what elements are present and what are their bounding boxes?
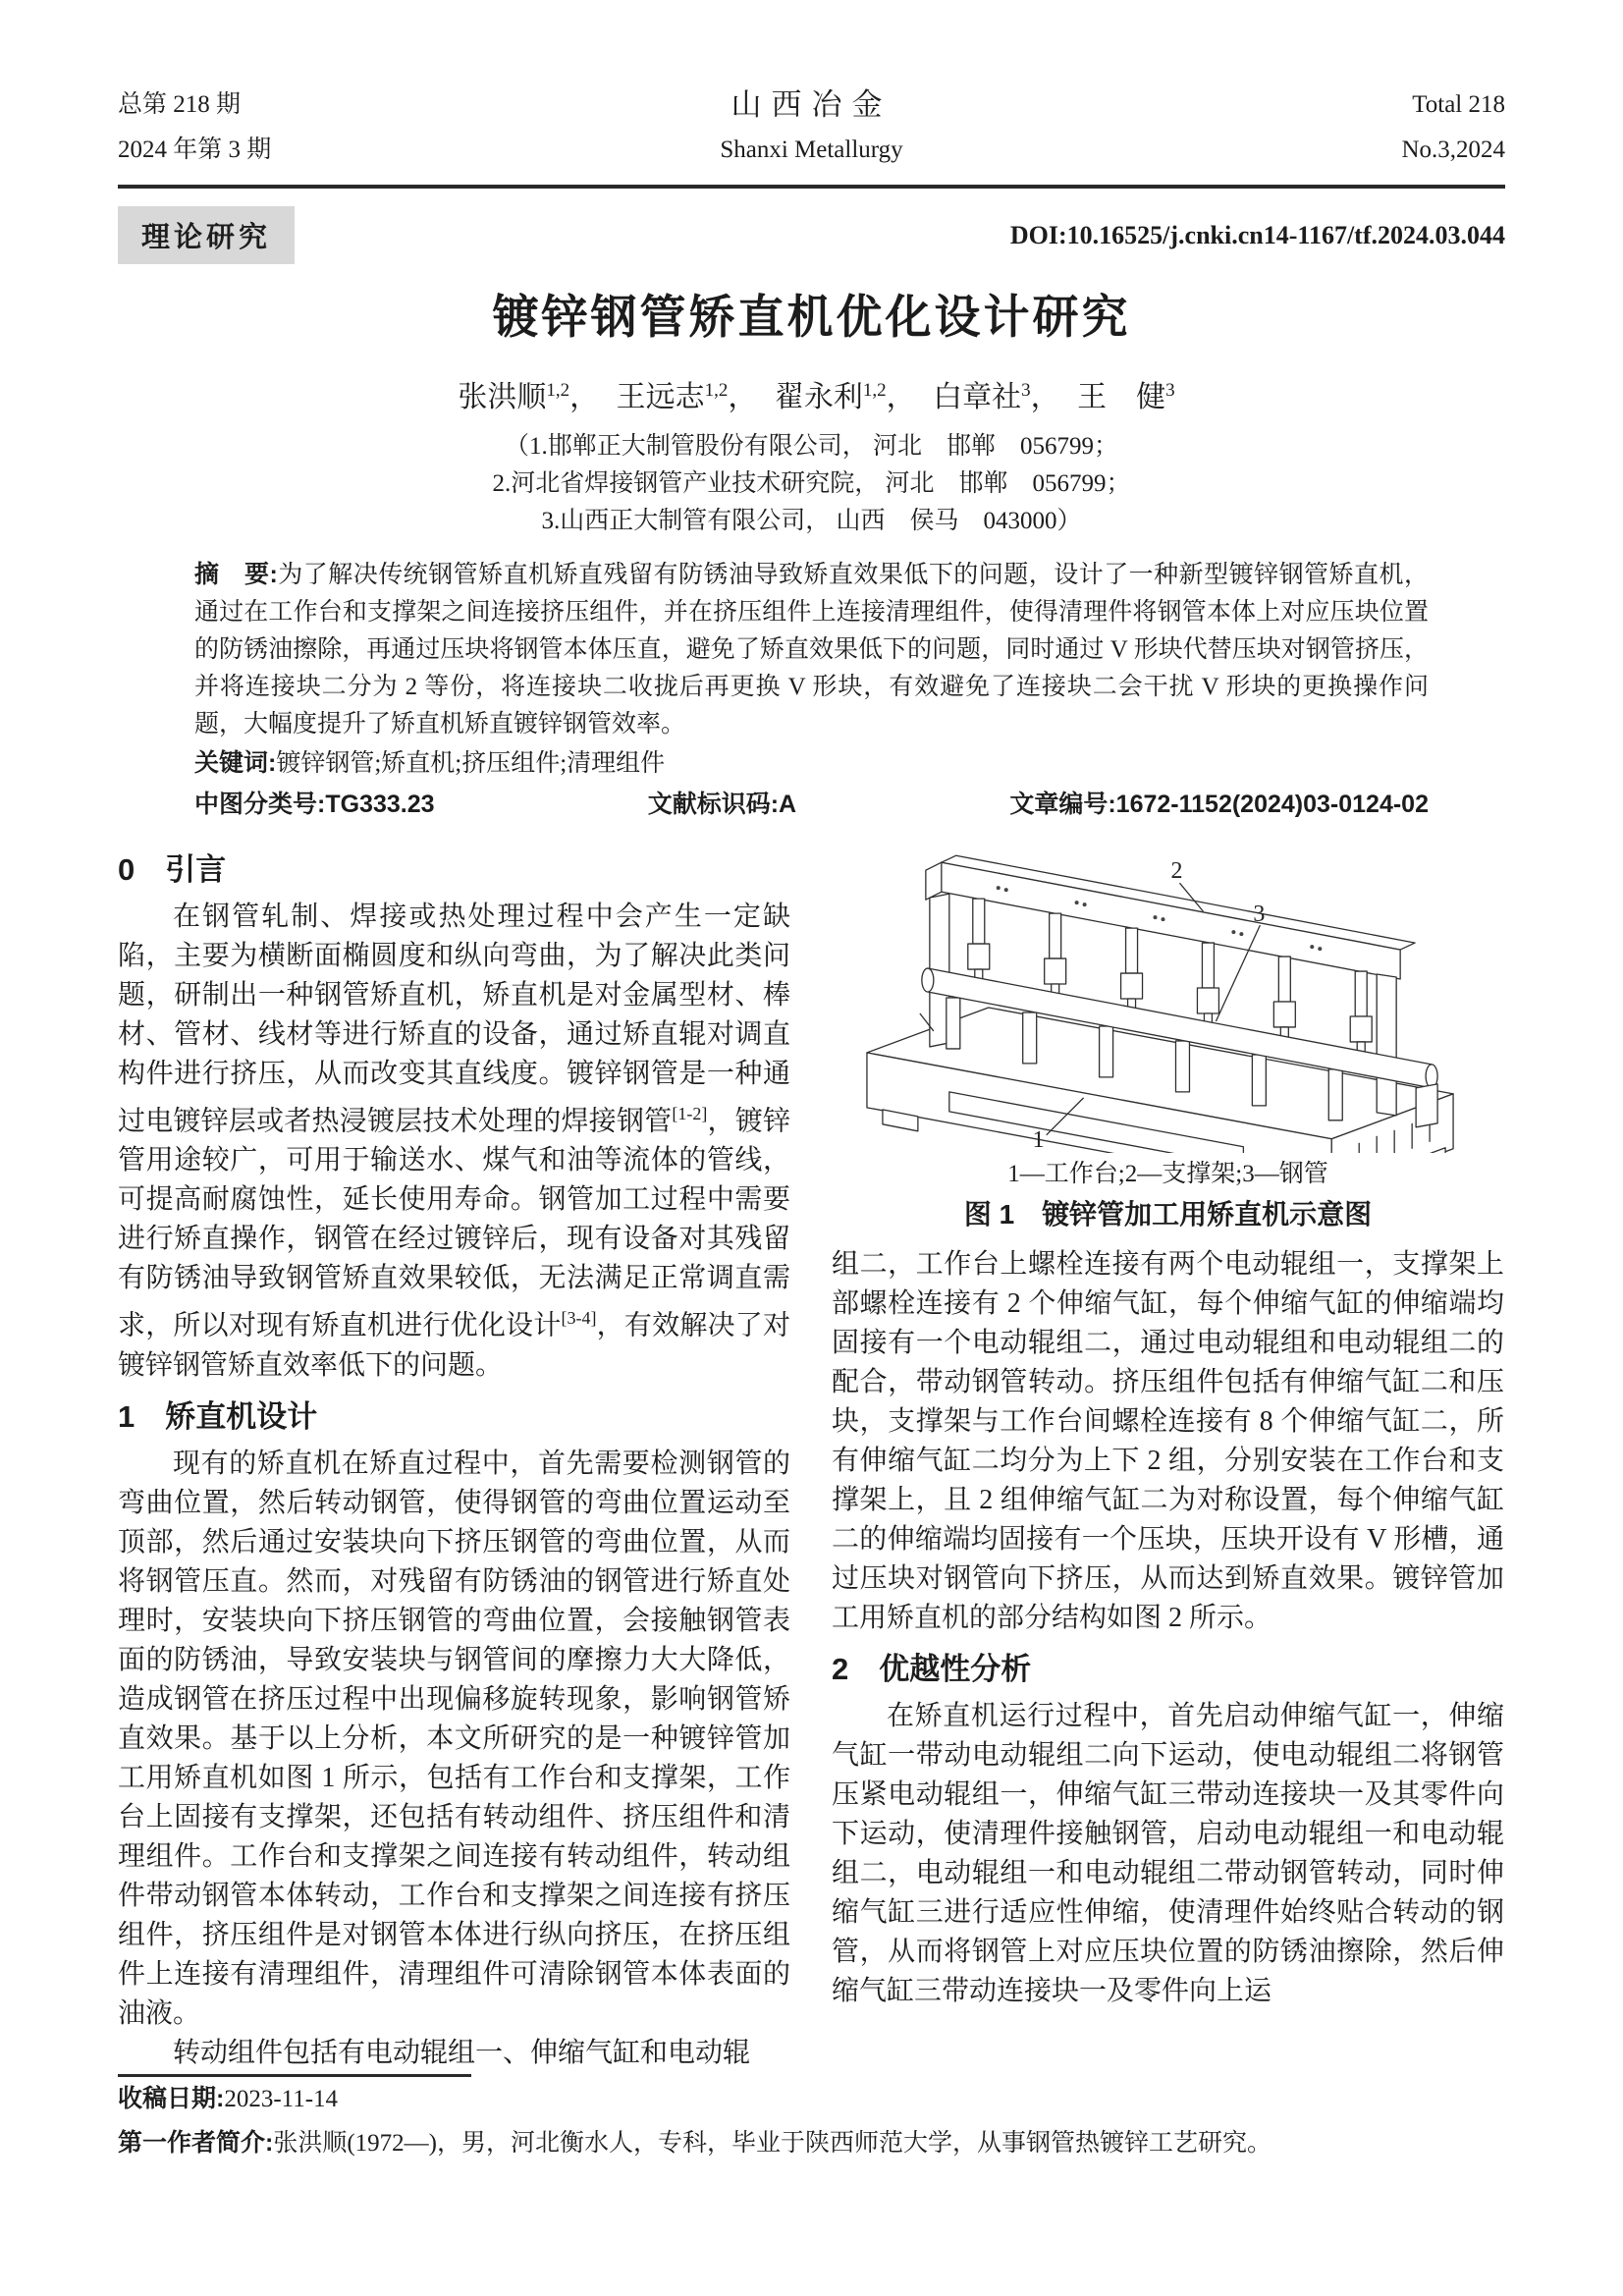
received-date: 收稿日期:2023-11-14 [118, 2085, 339, 2112]
section-0-heading: 0 引言 [118, 852, 227, 887]
right-column [832, 847, 1504, 2011]
section-1-continuation: 组二，工作台上螺栓连接有两个电动辊组一，支撑架上部螺栓连接有 2 个伸缩气缸，每个伸缩气缸的伸缩端均固接有一个电动辊组二，通过电动辊组和电动辊组二的配合，带动钢管转动。挤压组件包括有伸缩气缸二和压块，支撑架与工作台间螺栓连接有 8 个伸缩气缸二，所有伸缩气缸二均分为上下 2 组，分别安装在工作台和支撑架上，且 2 组伸缩气缸二为对称设置，每个伸缩气缸二的伸缩端均固接有一个压块，压块开设有 V 形槽，通过压块对钢管向下挤压，从而达到矫直效果。镀锌管加工用矫直机的部分结构如图 2 所示。 [832, 1249, 1504, 1633]
issue-total-en: Total 218 [1412, 91, 1505, 118]
abstract [194, 556, 1429, 743]
author: 白章社$^3$， [933, 380, 1060, 413]
author: 王远志$^{1,2}$， [616, 380, 758, 413]
affiliation-line: 2.河北省焊接钢管产业技术研究院， 河北 邯郸 056799； [492, 470, 1131, 497]
figure-label-2: 2 [1170, 858, 1183, 885]
paper-title: 镀锌钢管矫直机优化设计研究 [492, 291, 1131, 343]
journal-name-en: Shanxi Metallurgy [720, 137, 903, 163]
affiliations [118, 428, 1505, 540]
abstract-text: 为了解决传统钢管矫直机矫直残留有防锈油导致矫直效果低下的问题，设计了一种新型镀锌钢管矫直机，通过在工作台和支撑架之间连接挤压组件，并在挤压组件上连接清理组件，使得清理件将钢管本体上对应压块位置的防锈油擦除，再通过压块将钢管本体压直，避免了矫直效果低下的问题，同时通过 V 形块代替压块对钢管挤压，并将连接块二分为 2 等份，将连接块二收拢后再更换 V 形块，有效避免了连接块二会干扰 V 形块的更换操作问题，大幅度提升了矫直机矫直镀锌钢管效率。 [194, 562, 1429, 738]
left-column [118, 847, 790, 2073]
intro-paragraph: 在钢管轧制、焊接或热处理过程中会产生一定缺陷，主要为横断面椭圆度和纵向弯曲，为了解决此类问题，研制出一种钢管矫直机，矫直机是对金属型材、棒材、管材、线材等进行矫直的设备，通过矫直辊对调直构件进行挤压，从而改变其直线度。镀锌钢管是一种通过电镀锌层或者热浸镀层技术处理的焊接钢管[1-2]，镀锌管用途较广，可用于输送水、煤气和油等流体的管线，可提高耐腐蚀性，延长使用寿命。钢管加工过程中需要进行矫直操作，钢管在经过镀锌后，现有设备对其残留有防锈油导致钢管矫直效果较低，无法满足正常调直需求，所以对现有矫直机进行优化设计[3-4]，有效解决了对镀锌钢管矫直效率低下的问题。 [118, 902, 790, 1381]
section-1-paragraph: 现有的矫直机在矫直过程中，首先需要检测钢管的弯曲位置，然后转动钢管，使得钢管的弯曲位置运动至顶部，然后通过安装块向下挤压钢管的弯曲位置，从而将钢管压直。然而，对残留有防锈油的钢管进行矫直处理时，安装块向下挤压钢管的弯曲位置，会接触钢管表面的防锈油，导致安装块与钢管间的摩擦力大大降低，造成钢管在挤压过程中出现偏移旋转现象，影响钢管矫直效果。基于以上分析，本文所研究的是一种镀锌管加工用矫直机如图 1 所示，包括有工作台和支撑架，工作台上固接有支撑架，还包括有转动组件、挤压组件和清理组件。工作台和支撑架之间连接有转动组件，转动组件带动钢管本体转动，工作台和支撑架之间连接有挤压组件，挤压组件是对钢管本体进行纵向挤压，在挤压组件上连接有清理组件，清理组件可清除钢管本体表面的油液。 [118, 1448, 790, 2029]
journal-name [373, 82, 1250, 173]
straightener-machine-drawing [832, 848, 1504, 1153]
citation-ref: [1-2] [672, 1104, 708, 1123]
author: 翟永利$^{1,2}$， [774, 380, 916, 413]
document-code: 文献标识码:A [647, 791, 797, 818]
footnote-block [118, 2074, 1505, 2165]
section-1-paragraph-2: 转动组件包括有电动辊组一、伸缩气缸和电动辊 [173, 2037, 751, 2068]
section-2-paragraph: 在矫直机运行过程中，首先启动伸缩气缸一，伸缩气缸一带动电动辊组二向下运动，使电动辊组二将钢管压紧电动辊组一，伸缩气缸三带动连接块一及其零件向下运动，使清理件接触钢管，启动电动辊组一和电动辊组二，电动辊组一和电动辊组二带动钢管转动，同时伸缩气缸三进行适应性伸缩，使清理件始终贴合转动的钢管，从而将钢管上对应压块位置的防锈油擦除，然后伸缩气缸三带动连接块一及零件向上运 [832, 1701, 1504, 2006]
author: 王 健$^3$ [1077, 380, 1175, 413]
first-author-bio: 第一作者简介:张洪顺(1972—)，男，河北衡水人，专科，毕业于陕西师范大学，从事钢管热镀锌工艺研究。 [118, 2129, 1271, 2157]
figure-parts-legend: 1—工作台;2—支撑架;3—钢管 [1007, 1161, 1328, 1187]
keywords-text: 镀锌钢管;矫直机;挤压组件;清理组件 [276, 750, 666, 777]
citation-ref: [3-4] [561, 1308, 597, 1329]
frame-beam-endcap [926, 862, 942, 900]
section-1-heading: 1 矫直机设计 [118, 1398, 318, 1434]
journal-name-cn: 山西冶金 [730, 87, 893, 122]
issue-no-en: No.3,2024 [1401, 137, 1505, 163]
meta-row [194, 784, 1429, 825]
body-columns [118, 847, 1505, 2073]
affiliation-line: （1.邯郸正大制管股份有限公司， 河北 邯郸 056799； [504, 433, 1118, 460]
doi-text: DOI:10.16525/j.cnki.cn14-1167/tf.2024.03.044 [1009, 220, 1505, 249]
issue-no-cn: 2024 年第 3 期 [118, 137, 272, 163]
author-list [118, 372, 1505, 416]
journal-issue-en [1250, 82, 1505, 173]
column-badge: 理论研究 [118, 206, 295, 264]
journal-issue-cn [118, 82, 373, 173]
journal-header [118, 82, 1505, 173]
abstract-label: 摘 要: [194, 561, 278, 588]
keywords-label: 关键词: [194, 749, 277, 777]
keywords [194, 743, 1429, 784]
badge-row [118, 206, 1505, 264]
figure-1 [832, 848, 1504, 1233]
clc-number: 中图分类号:TG333.23 [194, 791, 435, 818]
figure-label-3: 3 [1253, 902, 1266, 928]
issue-total-cn: 总第 218 期 [118, 91, 242, 118]
header-divider [118, 185, 1505, 189]
figure-caption: 图 1 镀锌管加工用矫直机示意图 [963, 1199, 1373, 1230]
figure-label-1: 1 [1032, 1126, 1045, 1153]
frame-right-post [1377, 974, 1396, 1116]
section-2-heading: 2 优越性分析 [832, 1652, 1032, 1686]
article-number: 文章编号:1672-1152(2024)03-0124-02 [1009, 791, 1429, 818]
affiliation-line: 3.山西正大制管有限公司， 山西 侯马 043000） [541, 508, 1082, 534]
author: 张洪顺$^{1,2}$， [458, 380, 600, 413]
